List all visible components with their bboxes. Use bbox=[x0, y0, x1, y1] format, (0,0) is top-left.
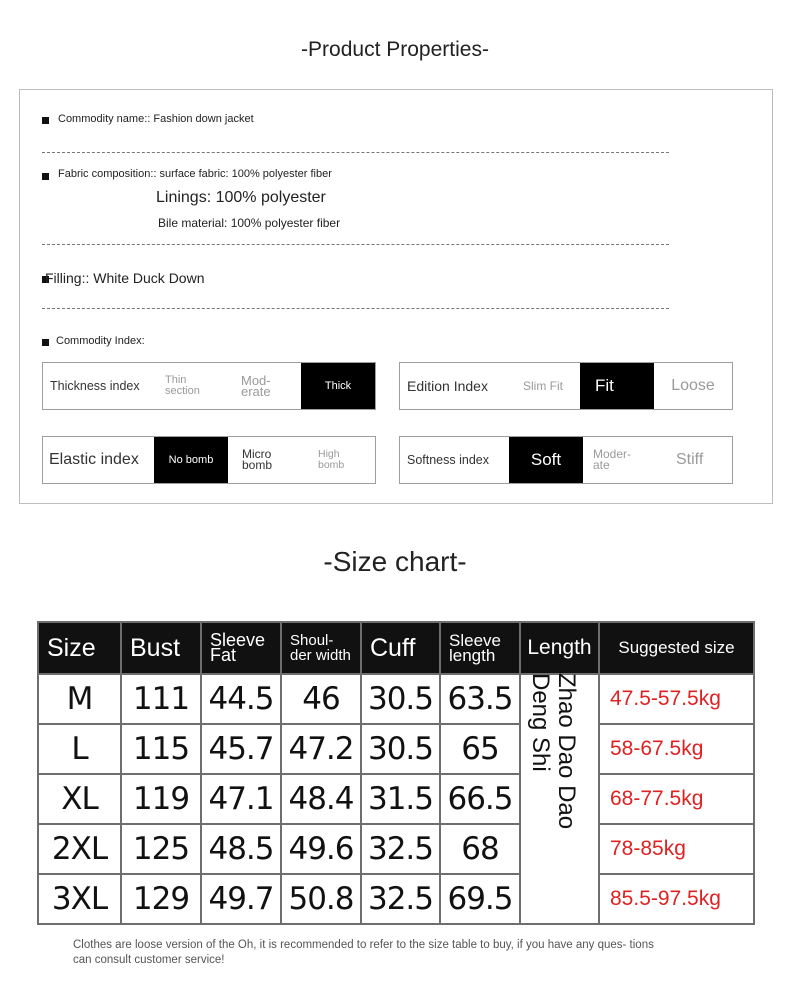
header-length: Length bbox=[520, 622, 599, 674]
bullet-icon bbox=[42, 339, 49, 346]
fabric-bile-material: Bile material: 100% polyester fiber bbox=[158, 216, 341, 230]
cell-sleeve: 44.5 bbox=[201, 674, 281, 724]
table-row bbox=[38, 724, 754, 774]
cell-size: 3XL bbox=[38, 874, 121, 924]
softness-option-stiff: Stiff bbox=[676, 451, 704, 468]
cell-shoulder: 48.4 bbox=[281, 774, 361, 824]
cell-size: M bbox=[38, 674, 121, 724]
thickness-option-moderate: Mod- erate bbox=[241, 373, 271, 399]
elastic-option-selected: No bomb bbox=[154, 437, 228, 483]
cell-suggested: 85.5-97.5kg bbox=[599, 874, 754, 924]
product-properties-title: -Product Properties- bbox=[301, 38, 489, 61]
edition-index-box bbox=[399, 362, 733, 410]
header-cuff: Cuff bbox=[361, 622, 440, 674]
cell-cuff: 32.5 bbox=[361, 874, 440, 924]
header-bust: Bust bbox=[121, 622, 201, 674]
table-row bbox=[38, 874, 754, 924]
elastic-index-box bbox=[42, 436, 376, 484]
bullet-icon bbox=[42, 117, 49, 124]
cell-bust: 129 bbox=[121, 874, 201, 924]
cell-shoulder: 50.8 bbox=[281, 874, 361, 924]
cell-cuff: 30.5 bbox=[361, 724, 440, 774]
cell-cuff: 32.5 bbox=[361, 824, 440, 874]
edition-index-label: Edition Index bbox=[407, 378, 488, 394]
size-chart-table bbox=[37, 621, 755, 925]
cell-bust: 111 bbox=[121, 674, 201, 724]
cell-size: 2XL bbox=[38, 824, 121, 874]
header-sleeve: Sleeve Fat bbox=[201, 622, 281, 674]
softness-index-box bbox=[399, 436, 733, 484]
cell-sleeve: 47.1 bbox=[201, 774, 281, 824]
cell-bust: 115 bbox=[121, 724, 201, 774]
cell-suggested: 58-67.5kg bbox=[599, 724, 754, 774]
cell-sleeve-length: 66.5 bbox=[440, 774, 520, 824]
filling: Filling:: White Duck Down bbox=[45, 270, 205, 286]
table-row bbox=[38, 674, 754, 724]
divider bbox=[42, 152, 669, 153]
divider bbox=[42, 308, 669, 309]
cell-cuff: 30.5 bbox=[361, 674, 440, 724]
commodity-index-label: Commodity Index: bbox=[56, 335, 145, 347]
size-chart-footnote: Clothes are loose version of the Oh, it is recommended to refer to the size table to buy, if you have any ques- tions can consult customer service! bbox=[73, 939, 654, 966]
cell-sleeve: 48.5 bbox=[201, 824, 281, 874]
cell-shoulder: 49.6 bbox=[281, 824, 361, 874]
cell-sleeve-length: 68 bbox=[440, 824, 520, 874]
table-row bbox=[38, 774, 754, 824]
cell-bust: 119 bbox=[121, 774, 201, 824]
cell-suggested: 47.5-57.5kg bbox=[599, 674, 754, 724]
elastic-option-micro-bomb: Micro bomb bbox=[242, 447, 273, 472]
cell-sleeve-length: 63.5 bbox=[440, 674, 520, 724]
length-note: Zhao Dao Dao Deng Shi bbox=[527, 673, 580, 830]
fabric-linings: Linings: 100% polyester bbox=[156, 189, 326, 206]
cell-sleeve-length: 69.5 bbox=[440, 874, 520, 924]
cell-bust: 125 bbox=[121, 824, 201, 874]
cell-cuff: 31.5 bbox=[361, 774, 440, 824]
cell-shoulder: 46 bbox=[281, 674, 361, 724]
cell-shoulder: 47.2 bbox=[281, 724, 361, 774]
elastic-option-high-bomb: High bomb bbox=[318, 448, 345, 471]
commodity-name: Commodity name:: Fashion down jacket bbox=[58, 113, 254, 125]
size-chart-header-row bbox=[38, 622, 754, 674]
cell-sleeve: 45.7 bbox=[201, 724, 281, 774]
cell-size: L bbox=[38, 724, 121, 774]
header-sleeve-length: Sleeve length bbox=[440, 622, 520, 674]
bullet-icon bbox=[42, 173, 49, 180]
softness-option-moderate: Moder- ate bbox=[593, 447, 632, 472]
size-chart-title: -Size chart- bbox=[323, 546, 467, 577]
edition-option-loose: Loose bbox=[671, 377, 715, 394]
edition-option-selected: Fit bbox=[580, 363, 654, 409]
edition-option-slim-fit: Slim Fit bbox=[523, 379, 563, 393]
header-size: Size bbox=[38, 622, 121, 674]
cell-suggested: 68-77.5kg bbox=[599, 774, 754, 824]
cell-sleeve-length: 65 bbox=[440, 724, 520, 774]
thickness-option-thin: Thin section bbox=[165, 374, 200, 397]
softness-index-label: Softness index bbox=[407, 453, 489, 467]
cell-length bbox=[520, 874, 599, 924]
elastic-index-label: Elastic index bbox=[49, 451, 139, 468]
divider bbox=[42, 244, 669, 245]
cell-sleeve: 49.7 bbox=[201, 874, 281, 924]
header-shoulder-width: Shoul- der width bbox=[281, 622, 361, 674]
softness-option-selected: Soft bbox=[509, 437, 583, 483]
header-suggested-size: Suggested size bbox=[599, 622, 754, 674]
thickness-option-selected: Thick bbox=[301, 363, 375, 409]
table-row bbox=[38, 824, 754, 874]
fabric-composition: Fabric composition:: surface fabric: 100% polyester fiber bbox=[58, 168, 332, 180]
cell-suggested: 78-85kg bbox=[599, 824, 754, 874]
thickness-index-label: Thickness index bbox=[50, 379, 140, 393]
thickness-index-box bbox=[42, 362, 376, 410]
cell-size: XL bbox=[38, 774, 121, 824]
product-properties-box bbox=[19, 89, 773, 504]
